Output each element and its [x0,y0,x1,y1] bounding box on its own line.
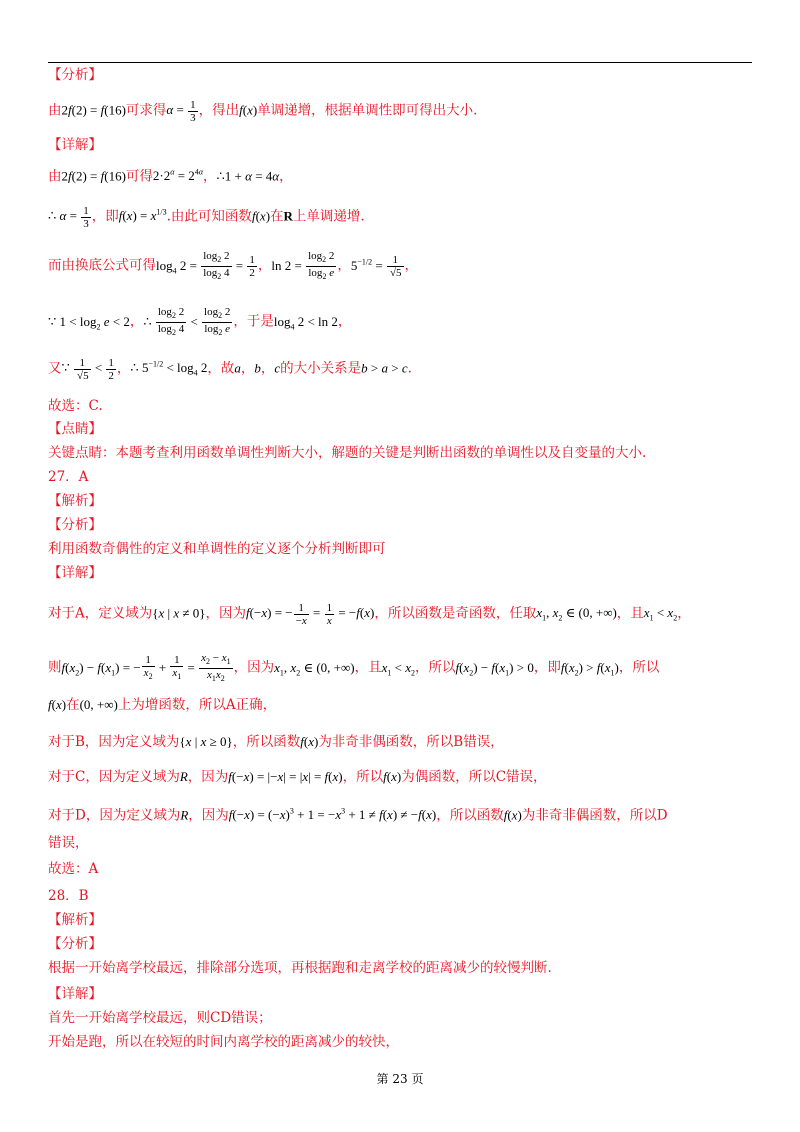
q27-analysis-tag: 【分析】 [48,517,102,533]
q28-analysis: 根据一开始离学校最远，排除部分选项，再根据跑和走离学校的距离减少的较慢判断. [48,960,552,976]
detail-tag: 【详解】 [48,137,102,153]
analysis-text: 由2f(2) = f(16)可求得α = $\frac{1}{3}$ ，得出f(x)单调递增，根据单调性即可得出大小. [48,99,478,124]
detail-line-5: 又∵ $\frac{1}{√5}$ < $\frac{1}{2}$ ，∴ $5^{-1/2} < \log_4 2$，故a，b，c的大小关系是b > a > c. [48,356,412,382]
q27-option-a-line-3: f(x)在(0, +∞)上为增函数，所以A正确， [48,697,277,713]
comment-text: 关键点睛：本题考查利用函数单调性判断大小，解题的关键是判断出函数的单调性以及自变量的大小. [48,445,647,461]
q28-analysis-tag: 【分析】 [48,936,102,952]
comment-tag: 【点睛】 [48,421,102,437]
q27-analysis: 利用函数奇偶性的定义和单调性的定义逐个分析判断即可 [48,541,386,557]
q27-option-b: 对于B，因为定义域为{x | x ≥ 0}，所以函数f(x)为非奇非偶函数，所以B错误， [48,734,504,750]
q27-choice: 故选：A [48,861,99,877]
q28-detail-line-1: 首先一开始离学校最远，则CD错误； [48,1010,272,1026]
q27-heading: 27．A [48,469,89,485]
detail-line-3: 而由换底公式可得$\log_4 2$ = $\frac{\log_2 2}{\log_2 4}$ = $\frac{1}{2}$ ，ln 2 = $\frac{\log_2 2}{\log_2 e}$ ，$5^{-1/2}$ = $\frac{1}{√5}$ ， [48,250,419,282]
q27-option-d-cont: 错误， [48,835,89,851]
q26-choice: 故选：C. [48,398,103,414]
page-number: 第 23 页 [376,1072,424,1086]
q28-detail-line-2: 开始是跑，所以在较短的时间内离学校的距离减少的较快， [48,1034,399,1050]
q28-heading: 28．B [48,888,89,904]
q27-option-d: 对于D，因为定义域为R，因为$f(-x) = (-x)^3 + 1 = -x^3 + 1 \ne f(x) \ne -f(x)$，所以函数f(x)为非奇非偶函数，所以D [48,807,668,824]
q27-jiexi-tag: 【解析】 [48,493,102,509]
analysis-tag: 【分析】 [48,67,102,83]
q27-option-a-line-2: 则$f(x_2) - f(x_1)$ = − $\frac{1}{x_2}$ + $\frac{1}{x_1}$ = $\frac{x_2 - x_1}{x_1x_2}$ ，因为$x_1$, $x_2$ ∈ (0, +∞)，且$x_1 < x_2$，所以$f(x_2) - f(x_1) > 0$，即$f(x_2) > f(x_1)$，所以 [48,652,660,684]
detail-line-4: ∵ $1 < \log_2 e < 2$，∴ $\frac{\log_2 2}{\log_2 4}$ < $\frac{\log_2 2}{\log_2 e}$ ，于是$\log_4 2 < \ln 2$， [48,306,352,338]
top-rule [48,62,752,63]
q27-option-c: 对于C，因为定义域为R，因为f(−x) = |−x| = |x| = f(x)，所以f(x)为偶函数，所以C错误， [48,769,547,785]
q27-detail-tag: 【详解】 [48,565,102,581]
detail-line-1: 由2f(2) = f(16)可得$2\cdot 2^\alpha = 2^{4\alpha}$，∴1 + α = 4α， [48,168,293,185]
detail-line-2: ∴ α = $\frac{1}{3}$ ，即$f(x) = x^{1/3}$.由此可知函数f(x)在R上单调递增. [48,204,365,230]
q28-detail-tag: 【详解】 [48,986,102,1002]
q27-option-a-line-1: 对于A，定义域为{x | x ≠ 0}，因为f(−x) = − $\frac{1}{-x}$ = $\frac{1}{x}$ = −f(x)，所以函数是奇函数，任取$x_1$, $x_2$ ∈ (0, +∞)，且$x_1 < x_2$， [48,602,691,627]
q28-jiexi-tag: 【解析】 [48,912,102,928]
